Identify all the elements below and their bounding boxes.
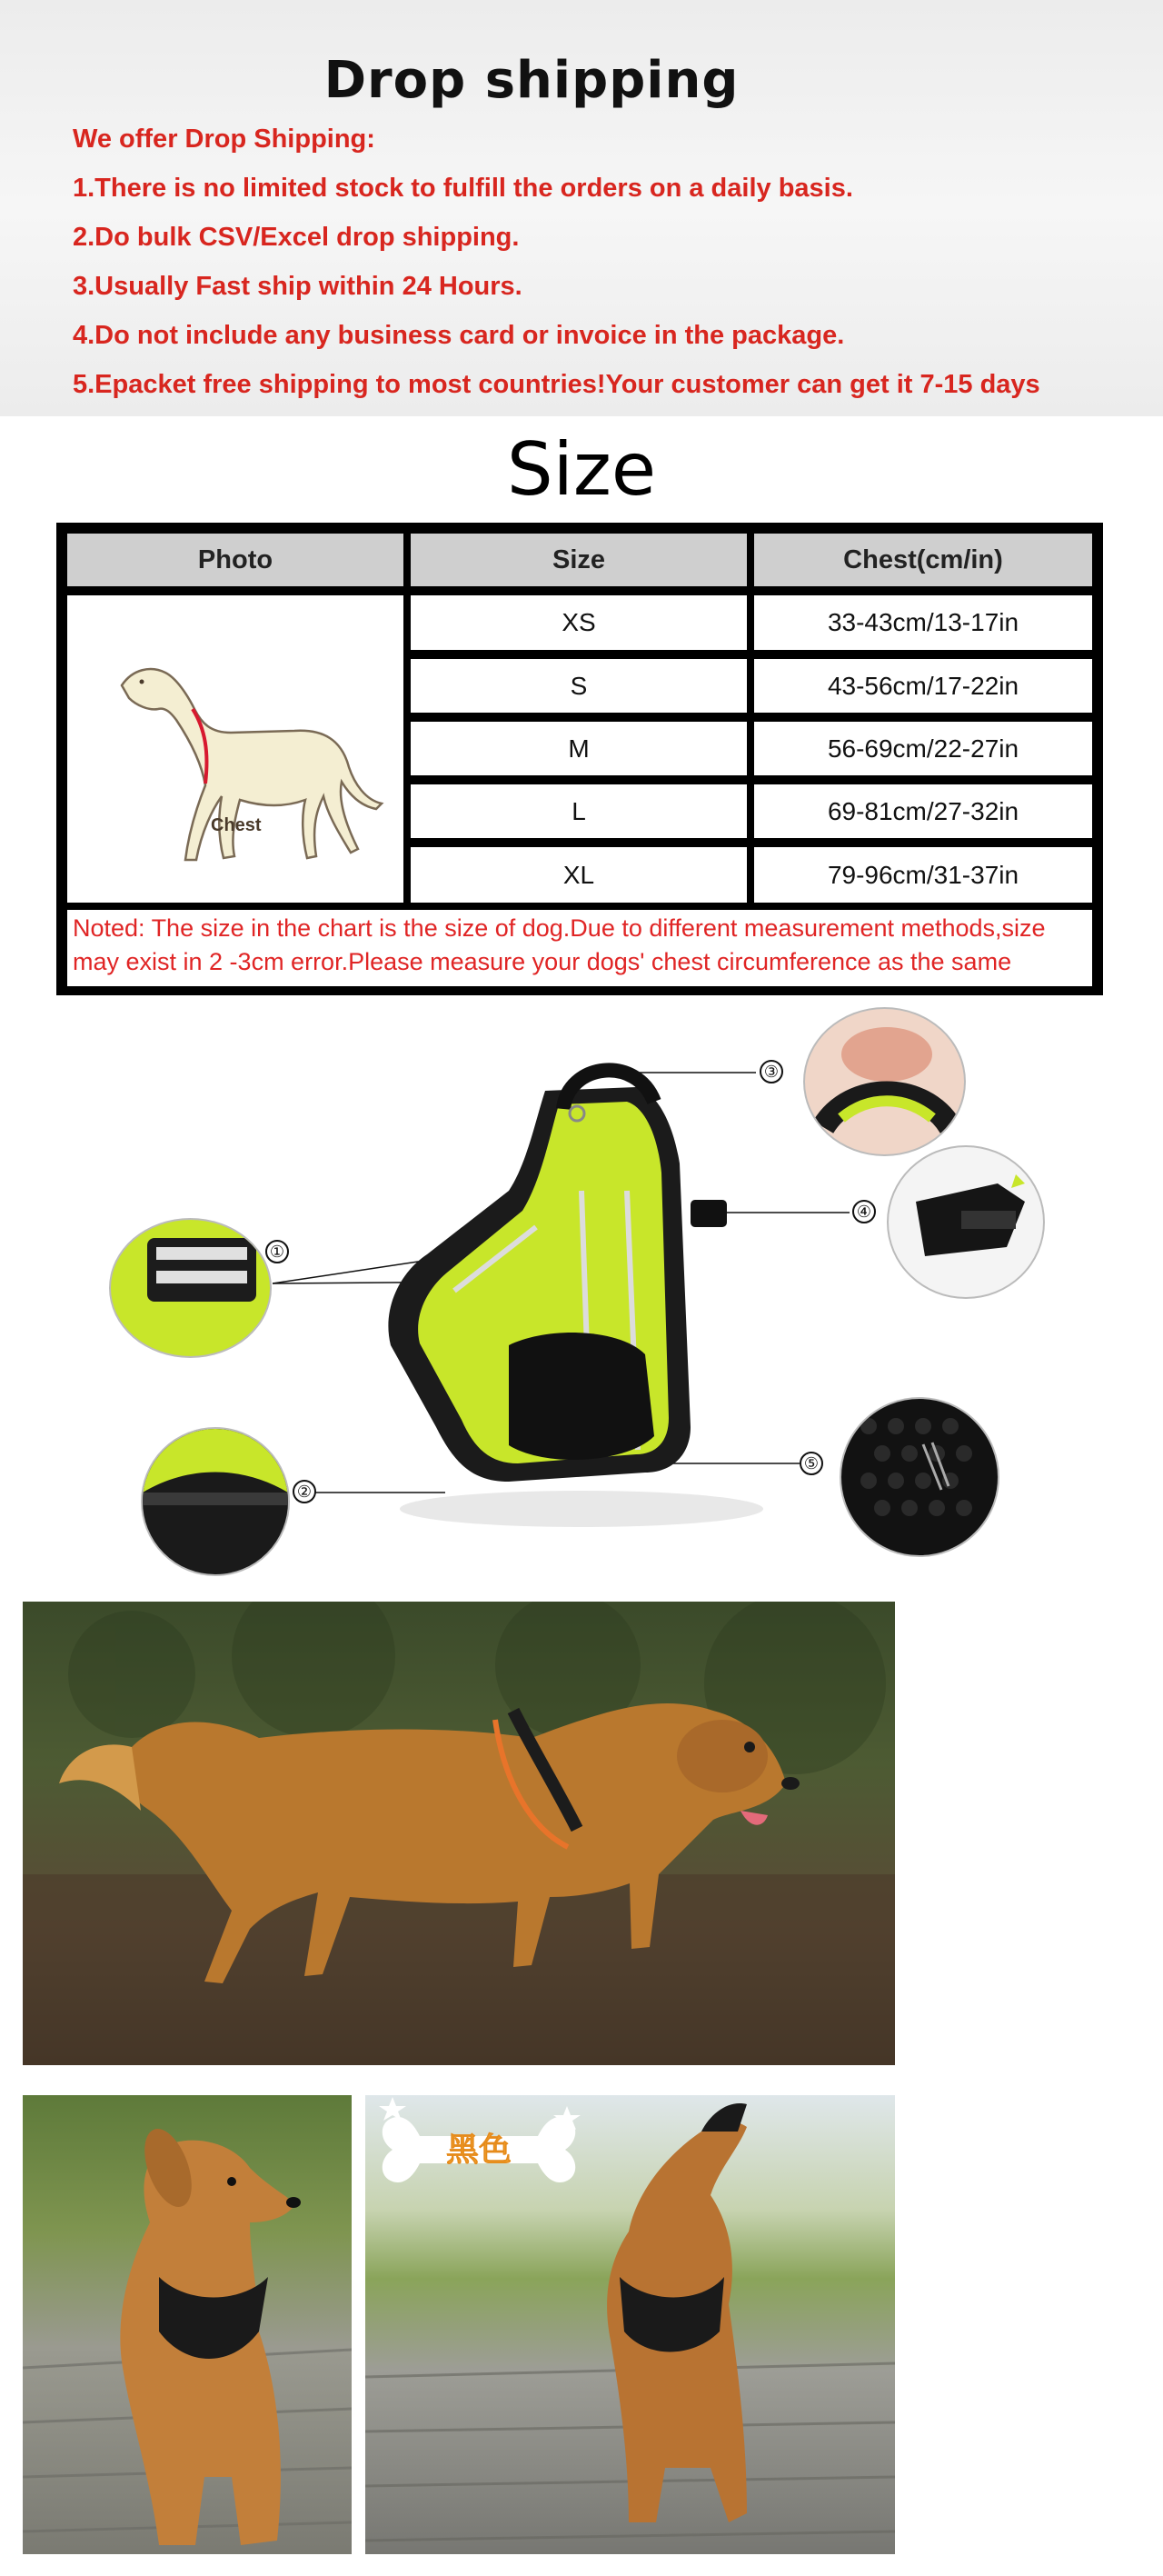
harness-feature-diagram — [0, 1000, 1163, 1573]
color-label: 黑色 — [445, 2132, 512, 2169]
marker-2: ② — [293, 1480, 316, 1503]
marker-5: ⑤ — [800, 1452, 823, 1475]
star-icon — [379, 2097, 406, 2121]
header-size: Size — [411, 534, 747, 586]
size-xl: XL — [411, 847, 747, 903]
chest-xs: 33-43cm/13-17in — [754, 595, 1092, 650]
drop-shipping-intro: We offer Drop Shipping: — [73, 125, 375, 154]
chest-xl: 79-96cm/31-37in — [754, 847, 1092, 903]
marker-1: ① — [265, 1240, 289, 1263]
size-s: S — [411, 659, 747, 713]
size-title: Size — [506, 427, 657, 512]
size-note: Noted: The size in the chart is the size of dog.Due to different measurement methods,size may exist in 2 -3cm error.Please measure your dogs' chest circumference as the same — [67, 910, 1092, 986]
drop-shipping-point-1: 1.There is no limited stock to fulfill the orders on a daily basis. — [73, 174, 853, 203]
header-chest: Chest(cm/in) — [754, 534, 1092, 586]
drop-shipping-point-3: 3.Usually Fast ship within 24 Hours. — [73, 272, 522, 301]
chest-l: 69-81cm/27-32in — [754, 784, 1092, 838]
drop-shipping-point-2: 2.Do bulk CSV/Excel drop shipping. — [73, 223, 520, 252]
size-table — [56, 523, 1103, 995]
dog-chest-label: Chest — [211, 815, 262, 835]
size-m: M — [411, 722, 747, 775]
detail-padding — [141, 1427, 290, 1576]
dog-sitting-photo — [23, 2095, 352, 2554]
dog-walking-photo — [23, 1602, 895, 2065]
header-photo: Photo — [67, 534, 403, 586]
drop-shipping-banner — [0, 0, 1163, 416]
size-xs: XS — [411, 595, 747, 650]
drop-shipping-title: Drop shipping — [323, 51, 740, 110]
dog-chest-illustration — [85, 622, 385, 876]
drop-shipping-point-4: 4.Do not include any business card or invoice in the package. — [73, 321, 845, 350]
dog-standing-photo — [365, 2095, 895, 2554]
detail-buckle — [887, 1145, 1045, 1299]
chest-s: 43-56cm/17-22in — [754, 659, 1092, 713]
detail-handle — [803, 1007, 966, 1156]
drop-shipping-point-5: 5.Epacket free shipping to most countries!Your customer can get it 7-15 days — [73, 370, 1040, 399]
detail-reflective-stitching — [109, 1218, 272, 1358]
marker-4: ④ — [852, 1200, 876, 1223]
dog-photo-cell — [67, 595, 403, 903]
detail-mesh — [840, 1397, 999, 1557]
size-l: L — [411, 784, 747, 838]
chest-m: 56-69cm/22-27in — [754, 722, 1092, 775]
marker-3: ③ — [760, 1060, 783, 1083]
